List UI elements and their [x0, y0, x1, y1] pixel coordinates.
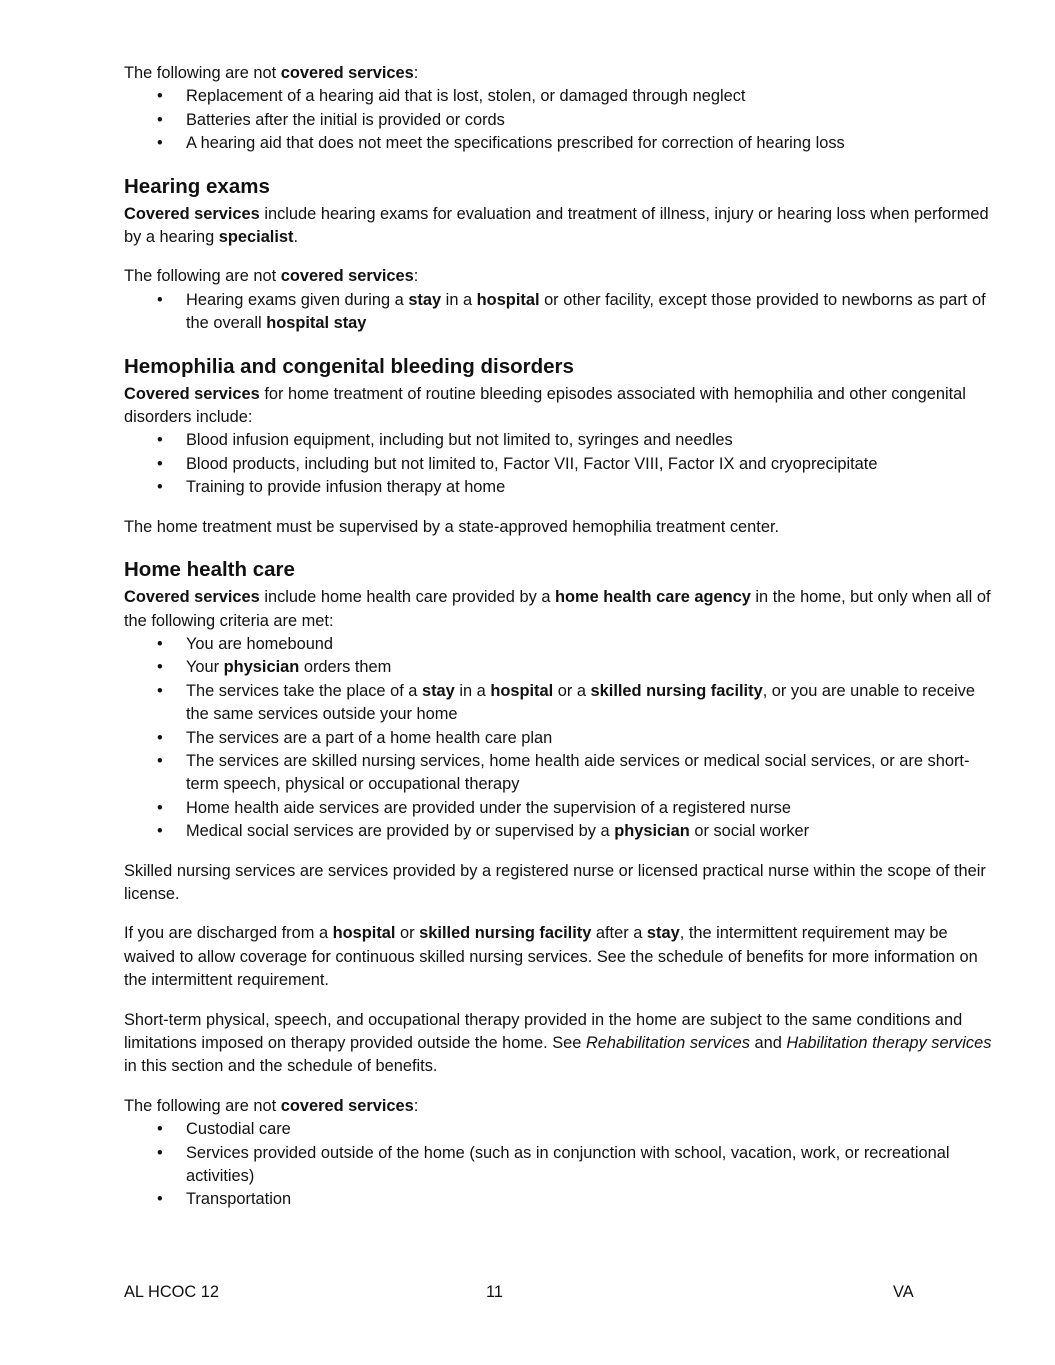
paragraph: If you are discharged from a hospital or skilled nursing facility after a stay, the intermittent requirement may be waived to allow coverage for continuous skilled nursing services. See the schedule of benefits for more information on the intermittent requirement. — [124, 924, 978, 990]
list-item: • A hearing aid that does not meet the specifications prescribed for correction of hearing loss — [124, 132, 994, 155]
list-item: • Blood infusion equipment, including but not limited to, syringes and needles — [124, 429, 994, 452]
bullet-icon: • — [157, 798, 163, 817]
list-item: • You are homebound — [124, 633, 994, 656]
paragraph: Covered services include home health care provided by a home health care agency in the home, but only when all of the following criteria are met: — [124, 588, 991, 630]
list-item: • Batteries after the initial is provided or cords — [124, 109, 994, 132]
bullet-icon: • — [157, 110, 163, 129]
bullet-icon: • — [157, 454, 163, 473]
bullet-icon: • — [157, 1120, 163, 1139]
list-item: • Custodial care — [124, 1118, 994, 1141]
list-item: • Medical social services are provided by or supervised by a physician or social worker — [124, 820, 994, 843]
list-item: • Home health aide services are provided under the supervision of a registered nurse — [124, 797, 994, 820]
footer-page-number: 11 — [486, 1283, 504, 1301]
list-item: • The services are a part of a home health care plan — [124, 727, 994, 750]
bullet-icon: • — [157, 87, 163, 106]
bullet-icon: • — [157, 431, 163, 450]
bullet-list — [124, 289, 994, 336]
list-item: • The services take the place of a stay in a hospital or a skilled nursing facility, or you are unable to receive the same services outside your home — [157, 681, 975, 724]
bullet-icon: • — [157, 728, 163, 747]
bullet-icon: • — [157, 634, 163, 653]
paragraph: The following are not covered services: — [124, 267, 419, 286]
bullet-list — [124, 85, 994, 155]
paragraph: Covered services for home treatment of routine bleeding episodes associated with hemophilia and other congenital disorders include: — [124, 384, 966, 427]
bullet-list — [124, 633, 994, 844]
bullet-list — [124, 1118, 994, 1212]
list-item: • Replacement of a hearing aid that is lost, stolen, or damaged through neglect — [124, 85, 994, 108]
list-item: • The services are skilled nursing services, home health aide services or medical social services, or are short-term speech, physical or occupational therapy — [157, 751, 970, 794]
list-item: • Blood products, including but not limited to, Factor VII, Factor VIII, Factor IX and cryoprecipitate — [124, 453, 994, 476]
list-item: • Hearing exams given during a stay in a hospital or other facility, except those provided to newborns as part of the overall hospital stay — [157, 290, 986, 333]
section-heading: Hemophilia and congenital bleeding disorders — [124, 354, 574, 378]
list-item: • Training to provide infusion therapy at home — [124, 476, 994, 499]
paragraph: Short-term physical, speech, and occupational therapy provided in the home are subject to the same conditions and limitations imposed on therapy provided outside the home. See Rehabilitation services and Habilitation therapy services in this section and the schedule of benefits. — [124, 1010, 992, 1076]
list-item: • Transportation — [124, 1188, 994, 1211]
document-body — [124, 62, 994, 1212]
bullet-icon: • — [157, 751, 163, 770]
bullet-icon: • — [157, 1190, 163, 1209]
bullet-icon: • — [157, 1143, 163, 1162]
paragraph: The following are not covered services: — [124, 1096, 419, 1115]
paragraph: The home treatment must be supervised by a state-approved hemophilia treatment center. — [124, 517, 780, 536]
bullet-icon: • — [157, 658, 163, 677]
bullet-icon: • — [157, 478, 163, 497]
bullet-icon: • — [157, 681, 163, 700]
bullet-list — [124, 429, 994, 499]
paragraph: Covered services include hearing exams for evaluation and treatment of illness, injury or hearing loss when performed by a hearing specialist. — [124, 204, 989, 247]
bullet-icon: • — [157, 134, 163, 153]
bullet-icon: • — [157, 822, 163, 841]
list-item: • Your physician orders them — [124, 656, 994, 679]
paragraph: The following are not covered services: — [124, 64, 419, 82]
section-heading: Hearing exams — [124, 174, 270, 198]
paragraph: Skilled nursing services are services provided by a registered nurse or licensed practical nurse within the scope of their license. — [124, 861, 986, 903]
footer-document-code: AL HCOC 12 — [124, 1283, 220, 1301]
footer-state-code: VA — [893, 1283, 914, 1301]
bullet-icon: • — [157, 290, 163, 309]
section-heading: Home health care — [124, 558, 295, 582]
list-item: • Services provided outside of the home (such as in conjunction with school, vacation, work, or recreational activities) — [157, 1143, 950, 1186]
